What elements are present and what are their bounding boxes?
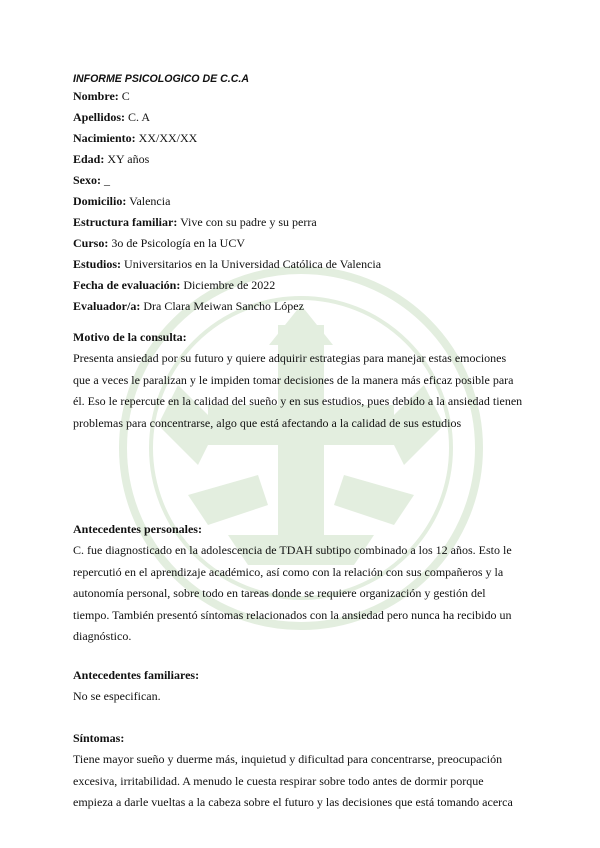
field-label: Nombre: <box>73 89 119 103</box>
field-row <box>73 254 533 275</box>
field-label: Sexo: <box>73 173 101 187</box>
field-label: Evaluador/a: <box>73 299 141 313</box>
report-page <box>73 72 533 809</box>
report-section <box>73 327 533 434</box>
report-section <box>73 728 533 814</box>
field-label: Nacimiento: <box>73 131 136 145</box>
report-title: INFORME PSICOLOGICO DE C.C.A <box>73 73 249 85</box>
field-row <box>73 233 533 254</box>
field-row <box>73 296 533 317</box>
section-paragraph <box>73 686 533 708</box>
paragraph-line: autonomía personal, sobre todo en tareas donde se requiere organización y gestión del <box>73 586 486 600</box>
paragraph-line: tiempo. También presentó síntomas relacionados con la ansiedad pero nunca ha recibido un <box>73 607 512 622</box>
field-label: Curso: <box>73 236 109 250</box>
paragraph-line: Tiene mayor sueño y duerme más, inquietud y dificultad para concentrarse, preocupación <box>73 752 503 766</box>
section-heading: Antecedentes personales: <box>73 522 202 536</box>
section-heading: Motivo de la consulta: <box>73 330 187 344</box>
paragraph-line: diagnóstico. <box>73 629 132 643</box>
field-row <box>73 191 533 212</box>
field-value: XX/XX/XX <box>135 131 198 145</box>
field-value: Diciembre de 2022 <box>180 278 276 292</box>
field-row <box>73 107 533 128</box>
field-row <box>73 170 533 191</box>
field-label: Estudios: <box>73 257 122 271</box>
field-label: Estructura familiar: <box>73 215 178 229</box>
report-section <box>73 519 533 648</box>
paragraph-line: empieza a darle vueltas a la cabeza sobre el futuro y las decisiones que está tomando acerca <box>73 795 513 809</box>
section-heading: Antecedentes familiares: <box>73 668 200 682</box>
paragraph-line: que a veces le paralizan y le impiden tomar decisiones de la manera más eficaz posible para <box>73 372 514 387</box>
field-row <box>73 212 533 233</box>
field-row <box>73 149 533 170</box>
field-value: Valencia <box>126 194 171 208</box>
paragraph-line: problemas para concentrarse, algo que está afectando a la calidad de sus estudios <box>73 415 462 430</box>
field-label: Edad: <box>73 152 105 166</box>
section-paragraph <box>73 348 533 434</box>
field-value: 3o de Psicología en la UCV <box>108 236 245 250</box>
field-row <box>73 86 533 107</box>
paragraph-line: él. Eso le repercute en la calidad del sueño y en sus estudios, pues debido a la ansiedad tienen <box>73 394 523 408</box>
field-value: Dra Clara Meiwan Sancho López <box>140 299 304 313</box>
field-value: C <box>118 89 130 103</box>
field-value: XY años <box>104 152 150 166</box>
paragraph-line: No se especifican. <box>73 689 161 703</box>
field-label: Domicilio: <box>73 194 127 208</box>
report-section <box>73 665 533 708</box>
paragraph-line: C. fue diagnosticado en la adolescencia de TDAH subtipo combinado a los 12 años. Esto le <box>73 543 512 557</box>
field-value: C. A <box>125 110 151 124</box>
paragraph-line: excesiva, irritabilidad. A menudo le cuesta respirar sobre todo antes de dormir porque <box>73 773 484 788</box>
field-row <box>73 275 533 296</box>
section-paragraph <box>73 749 533 814</box>
field-label: Fecha de evaluación: <box>73 278 181 292</box>
field-value: Vive con su padre y su perra <box>177 215 317 229</box>
section-paragraph <box>73 540 533 648</box>
section-heading: Síntomas: <box>73 731 125 745</box>
field-label: Apellidos: <box>73 110 126 124</box>
field-value: _ <box>101 173 110 187</box>
field-value: Universitarios en la Universidad Católica de Valencia <box>121 257 382 271</box>
patient-fields <box>73 86 533 317</box>
paragraph-line: Presenta ansiedad por su futuro y quiere adquirir estrategias para manejar estas emociones <box>73 351 507 365</box>
paragraph-line: repercutió en el aprendizaje académico, así como con la relación con sus compañeros y la <box>73 564 504 579</box>
field-row <box>73 128 533 149</box>
